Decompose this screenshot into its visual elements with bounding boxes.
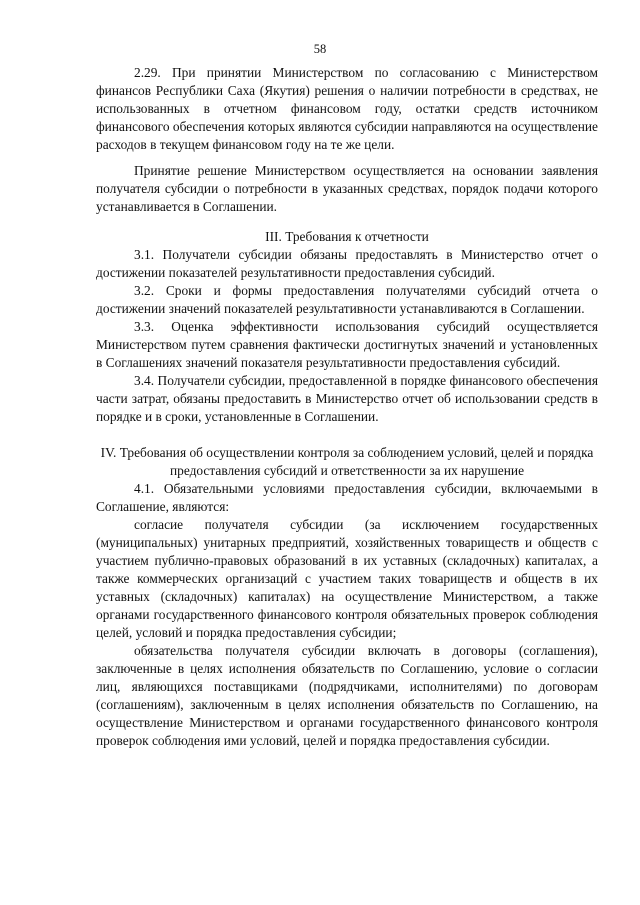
section-3-title: III. Требования к отчетности [265, 229, 429, 244]
paragraph-obligation: обязательства получателя субсидии включать в договоры (соглашения), заключенные в целях исполнения обязательств по Соглашению, условие о согласии лиц, являющихся поставщиками (подрядчиками, исполнителями) по договорам (соглашениям), заключенным в целях исполнения обязательств по Соглашению, на осуществление Министерством и органами государственного финансового контроля проверок соблюдения ими условий, целей и порядка предоставления субсидии. [96, 643, 598, 748]
paragraph-2-29: 2.29. При принятии Министерством по согласованию с Министерством финансов Республики Саха (Якутия) решения о наличии потребности в средствах, не использованных в отчетном финансовом году, остатки средств источником финансового обеспечения которых являются субсидии направляются на осуществление расходов в текущем финансовом году на те же цели. [96, 65, 598, 152]
paragraph-4-1: 4.1. Обязательными условиями предоставления субсидии, включаемыми в Соглашение, являются: [96, 481, 598, 514]
paragraph-3-2: 3.2. Сроки и формы предоставления получателями субсидий отчета о достижении значений показателей результативности устанавливаются в Соглашении. [96, 283, 598, 316]
paragraph-3-4: 3.4. Получатели субсидии, предоставленной в порядке финансового обеспечения части затрат, обязаны предоставить в Министерство отчет об использовании средств в порядке и в сроки, установленные в Соглашении. [96, 373, 598, 424]
paragraph-3-1: 3.1. Получатели субсидии обязаны предоставлять в Министерство отчет о достижении показателей результативности предоставления субсидий. [96, 247, 598, 280]
section-4-title: IV. Требования об осуществлении контроля за соблюдением условий, целей и порядка предоставления субсидий и ответственности за их нарушение [100, 445, 594, 478]
page-body [96, 64, 598, 750]
paragraph-decision: Принятие решение Министерством осуществляется на основании заявления получателя субсидии о потребности в указанных средствах, порядок подачи которого устанавливается в Соглашении. [96, 163, 598, 214]
paragraph-3-3: 3.3. Оценка эффективности использования субсидий осуществляется Министерством путем сравнения фактически достигнутых значений и установленных в Соглашениях значений показателя результативности предоставления субсидий. [96, 319, 598, 370]
page-number: 58 [313, 42, 327, 56]
paragraph-consent: согласие получателя субсидии (за исключением государственных (муниципальных) унитарных предприятий, хозяйственных товариществ и обществ с участием публично-правовых образований в их уставных (складочных) капиталах, а также коммерческих организаций с участием таких товариществ и обществ в их уставных (складочных) капиталах) на осуществление Министерством, а также органами государственного финансового контроля обязательных проверок соблюдения целей, условий и порядка предоставления субсидии; [96, 517, 598, 640]
